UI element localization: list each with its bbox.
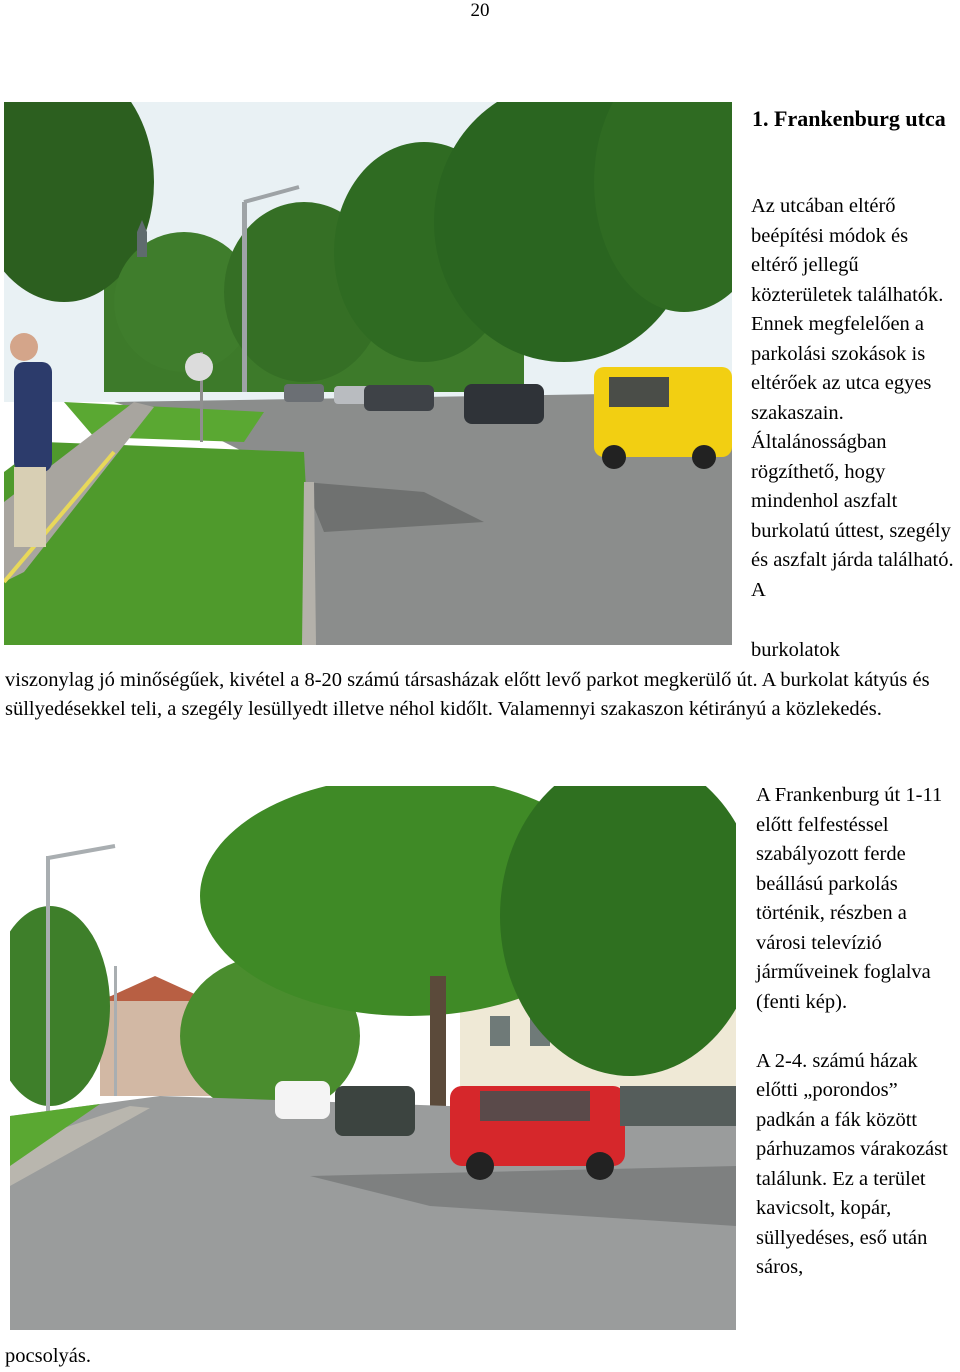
street-photo-top [4,102,732,645]
paragraph-3-column: A 2-4. számú házak előtti „porondos” padkán a fák között párhuzamos várakozást találunk. Ez a terület kavicsolt, kopár, süllyedéses, eső után sáros, [756,1049,948,1278]
page-number: 20 [470,0,490,21]
paragraph-1-column: Az utcában eltérő beépítési módok és eltérő jellegű közterületek találhatók. Ennek megfelelően a parkolási szokások is eltérőek az utca egyes szakaszain. Általánosságban rögzíthető, hogy mindenhol aszfalt burkolatú úttest, szegély és aszfalt járda található. A [751,195,954,601]
paragraph-2: A Frankenburg út 1-11 előtt felfestéssel szabályozott ferde beállású parkolás történik, részben a városi televízió járműveinek foglalva (fenti kép). [756,784,943,1013]
paragraph-1-full-width [5,636,960,725]
paragraph-2-3-column [756,781,960,1283]
section-title: 1. Frankenburg utca [752,106,946,131]
street-photo-bottom [10,786,736,1330]
paragraph-3-tail: pocsolyás. [5,1345,91,1367]
paragraph-1-indent-line: burkolatok [751,639,840,661]
paragraph-1-continuation: viszonylag jó minőségűek, kivétel a 8-20 számú társasházak előtt levő parkot megkerülő út. A burkolat kátyús és süllyedésekkel teli, a szegély lesüllyedt illetve néhol kidőlt. Valamennyi szakaszon kétirányú a közlekedés. [5,668,930,720]
